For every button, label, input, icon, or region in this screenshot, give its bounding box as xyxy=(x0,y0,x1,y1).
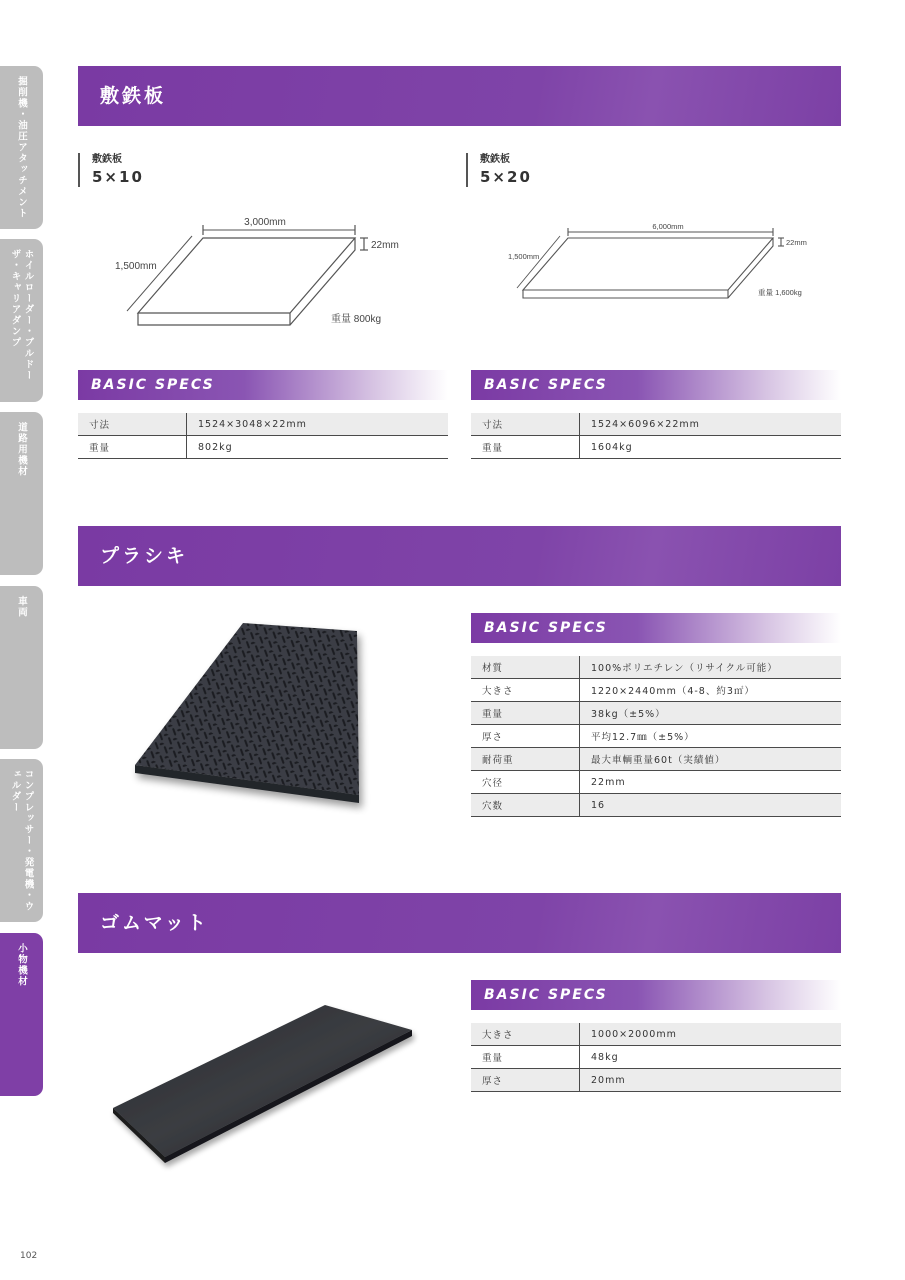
diagram-width-label: 1,500mm xyxy=(508,252,540,261)
variant-heading-5x10 xyxy=(78,153,144,187)
variant-label: 敷鉄板 xyxy=(480,154,510,165)
spec-key: 寸法 xyxy=(78,413,187,436)
spec-key: 材質 xyxy=(471,656,580,679)
diagram-length-label: 3,000mm xyxy=(244,217,286,228)
spec-key: 重量 xyxy=(78,436,187,459)
diagram-thickness-label: 22mm xyxy=(371,240,399,251)
specs-heading-text: BASIC SPECS xyxy=(91,377,215,393)
spec-key: 大きさ xyxy=(471,679,580,702)
specs-heading-text: BASIC SPECS xyxy=(484,377,608,393)
variant-size: 5×20 xyxy=(480,168,532,186)
spec-value: 38kg（±5%） xyxy=(580,702,842,725)
table-row xyxy=(471,656,841,679)
spec-key: 厚さ xyxy=(471,1069,580,1092)
specs-heading-5x10 xyxy=(78,370,448,400)
diagram-weight-label: 重量 1,600kg xyxy=(758,288,802,297)
spec-key: 穴数 xyxy=(471,794,580,817)
table-row xyxy=(471,702,841,725)
side-tab-excavator[interactable] xyxy=(0,66,43,229)
side-tab-label: 小物機材 xyxy=(16,943,27,987)
diagram-length-label: 6,000mm xyxy=(652,222,684,231)
spec-value: 1524×3048×22mm xyxy=(187,413,449,436)
side-tab-wheel-loader[interactable] xyxy=(0,239,43,402)
specs-table-gomumat xyxy=(471,1023,841,1092)
side-tab-label: 道路用機材 xyxy=(16,422,27,477)
side-tab-compressor[interactable] xyxy=(0,759,43,922)
specs-heading-plashiki xyxy=(471,613,841,643)
spec-value: 最大車輌重量60t（実績値） xyxy=(580,748,842,771)
spec-value: 100%ポリエチレン（リサイクル可能） xyxy=(580,656,842,679)
table-row xyxy=(471,725,841,748)
spec-key: 寸法 xyxy=(471,413,580,436)
spec-key: 大きさ xyxy=(471,1023,580,1046)
specs-table-5x10 xyxy=(78,413,448,459)
spec-key: 厚さ xyxy=(471,725,580,748)
side-tab-label: コンプレッサー・発電機・ウェルダー xyxy=(9,769,34,912)
side-tab-label: 掘削機・油圧アタッチメント xyxy=(16,76,27,219)
spec-key: 重量 xyxy=(471,702,580,725)
plate-diagram-5x20 xyxy=(505,215,825,310)
variant-label: 敷鉄板 xyxy=(92,154,122,165)
side-tab-small-equipment[interactable] xyxy=(0,933,43,1096)
section-banner-plashiki xyxy=(78,526,841,586)
diagram-width-label: 1,500mm xyxy=(115,261,157,272)
plate-diagram-5x10 xyxy=(105,205,425,335)
section-title: 敷鉄板 xyxy=(100,85,167,107)
specs-table-5x20 xyxy=(471,413,841,459)
spec-value: 1000×2000mm xyxy=(580,1023,842,1046)
spec-value: 1220×2440mm（4-8、約3㎡） xyxy=(580,679,842,702)
plashiki-mat-image xyxy=(125,615,400,815)
section-title: プラシキ xyxy=(100,545,189,567)
table-row xyxy=(471,1046,841,1069)
variant-heading-5x20 xyxy=(466,153,532,187)
spec-value: 20mm xyxy=(580,1069,842,1092)
spec-value: 22mm xyxy=(580,771,842,794)
diagram-weight-label: 重量 800kg xyxy=(331,314,382,325)
variant-size: 5×10 xyxy=(92,168,144,186)
specs-heading-5x20 xyxy=(471,370,841,400)
spec-value: 1604kg xyxy=(580,436,842,459)
table-row xyxy=(78,436,448,459)
spec-value: 平均12.7㎜（±5%） xyxy=(580,725,842,748)
spec-key: 耐荷重 xyxy=(471,748,580,771)
spec-value: 1524×6096×22mm xyxy=(580,413,842,436)
specs-heading-gomumat xyxy=(471,980,841,1010)
section-banner-gomumat xyxy=(78,893,841,953)
spec-key: 重量 xyxy=(471,1046,580,1069)
side-tab-label: 車両 xyxy=(16,596,27,618)
section-banner-shikiteppan xyxy=(78,66,841,126)
side-tab-vehicle[interactable] xyxy=(0,586,43,749)
table-row xyxy=(471,413,841,436)
rubber-mat-image xyxy=(105,995,425,1175)
table-row xyxy=(471,436,841,459)
page-number: 102 xyxy=(20,1251,38,1261)
diagram-thickness-label: 22mm xyxy=(786,238,807,247)
spec-key: 重量 xyxy=(471,436,580,459)
table-row xyxy=(471,794,841,817)
specs-heading-text: BASIC SPECS xyxy=(484,620,608,636)
specs-table-plashiki xyxy=(471,656,841,817)
section-title: ゴムマット xyxy=(100,912,209,934)
side-tab-label: ホイルローダー・ブルドーザ・キャリアダンプ xyxy=(9,249,34,381)
spec-value: 48kg xyxy=(580,1046,842,1069)
spec-value: 16 xyxy=(580,794,842,817)
specs-heading-text: BASIC SPECS xyxy=(484,987,608,1003)
table-row xyxy=(471,771,841,794)
spec-key: 穴径 xyxy=(471,771,580,794)
table-row xyxy=(471,1069,841,1092)
side-tab-road-equipment[interactable] xyxy=(0,412,43,575)
table-row xyxy=(78,413,448,436)
spec-value: 802kg xyxy=(187,436,449,459)
table-row xyxy=(471,1023,841,1046)
table-row xyxy=(471,679,841,702)
table-row xyxy=(471,748,841,771)
